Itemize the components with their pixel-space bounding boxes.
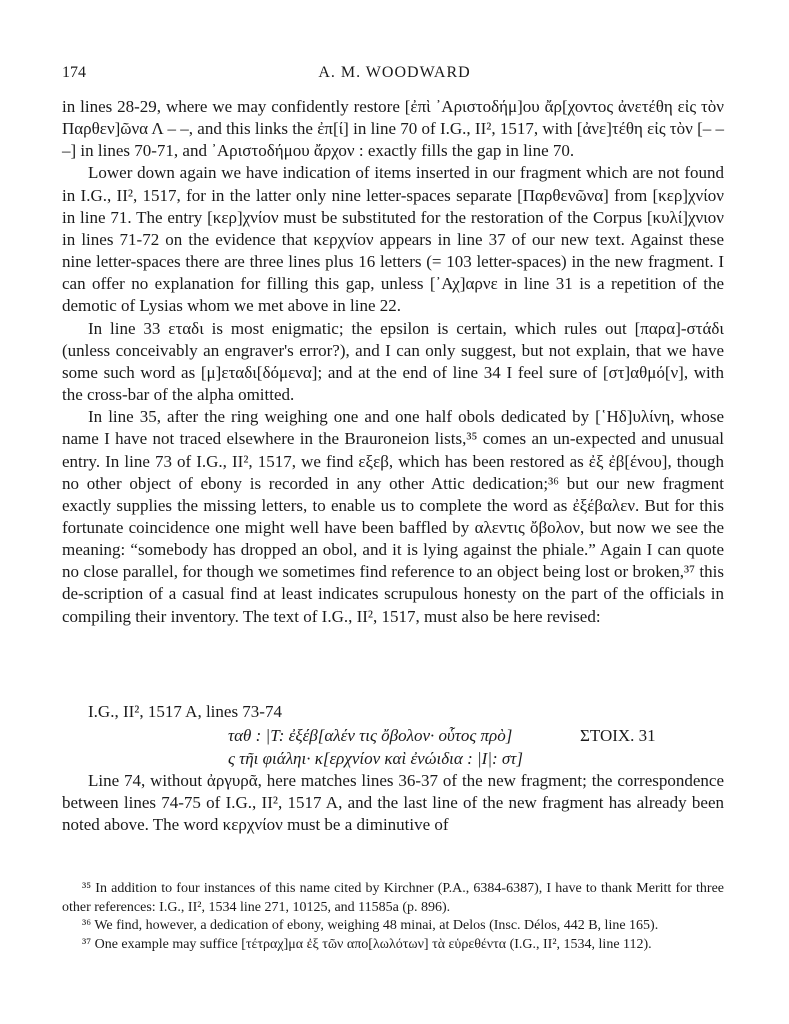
footnote: ³⁷ One example may suffice [τέτραχ]μα ἐξ τῶν απο[λωλότων] τὰ εὑρεθέντα (I.G., II², 1534, line 112). [82,936,652,952]
inscription-line-1: ταθ : |Τ: ἐξέβ[αλέν τις ὄβολον· οὗτος πρὸ] [228,726,513,745]
paragraph: Lower down again we have indication of items inserted in our fragment which are not found in I.G., II², 1517, for in the latter only nine letter-spaces separate [Παρθενῶνα] from [κερ]χνίον in line 71. The entry [κερ]χνίον must be substituted for the restoration of the Corpus [κυλί]χνιον in lines 71-72 on the evidence that κερχνίον appears in line 37 of our new text. Against these nine letter-spaces there are three lines plus 16 letters (= 103 letter-spaces) in the new fragment. I can offer no explanation for filling this gap, unless [᾿Αχ]αρνε in line 31 is a repetition of the demotic of Lysias whom we met above in line 22. [62,163,724,316]
inscription-line-2: ς τῆι φιάληι· κ[ερχνίον καὶ ἐνώιδια : |Ι|: στ] [228,749,523,768]
paragraph: In line 35, after the ring weighing one and one half obols dedicated by [῾Ηδ]υλίνη, whose name I have not traced elsewhere in the Brauroneion lists,³⁵ comes an un-expected and unusual entry. In line 73 of I.G., II², 1517, we find εξεβ, which has been restored as ἐξ ἐβ[ένου], though no other object of ebony is recorded in any other Attic dedication;³⁶ but our new fragment exactly supplies the missing letters, to enable us to complete the word as ἐξέβαλεν. But for this fortunate coincidence one might well have been baffled by αλεντις ὄβολον, but now we see the meaning: “somebody has dropped an obol, and it is lying against the phiale.” Again I can quote no close parallel, for though we sometimes find reference to an object being lost or broken,³⁷ this de-scription of a casual find at least indicates scrupulous honesty on the part of the officials in compiling their inventory. The text of I.G., II², 1517, must also be here revised: [62,407,724,626]
running-header [62,64,727,86]
footnotes [62,880,724,954]
main-text [62,96,724,628]
footnote: ³⁵ In addition to four instances of this name cited by Kirchner (P.A., 6384-6387), I have to thank Meritt for three other references: I.G., II², 1534 line 271, 10125, and 11585a (p. 896). [62,881,724,915]
stoichedon-count: ΣΤΟΙΧ. 31 [580,726,656,745]
closing-text [62,770,724,836]
paragraph: in lines 28-29, where we may confidently restore [ἐπὶ ᾿Αριστοδήμ]ου ἄρ[χοντος ἀνετέθη εἰς τὸν Παρθεν]ῶνα Λ – –, and this links the ἐπ[ί] in line 70 of I.G., II², 1517, with [ἀνε]τέθη εἰς τὸν [– – –] in lines 70-71, and ᾿Αριστοδήμου ἄρχον : exactly fills the gap in line 70. [62,97,724,161]
page-number: 174 [62,64,86,81]
running-head-author: A. M. WOODWARD [318,64,471,81]
footnote: ³⁶ We find, however, a dedication of ebony, weighing 48 minai, at Delos (Insc. Délos, 442 B, line 165). [82,918,659,934]
paragraph: In line 33 εταδι is most enigmatic; the epsilon is certain, which rules out [παρα]-στάδι (unless conceivably an engraver's error?), and I can only suggest, but not explain, that we have some such word as [μ]εταδι[δόμενα]; and at the end of line 34 I feel sure of [στ]αθμό[ν], with the cross-bar of the alpha omitted. [62,318,724,405]
paragraph: Line 74, without ἀργυρᾶ, here matches lines 36-37 of the new fragment; the correspondence between lines 74-75 of I.G., II², 1517 A, and the last line of the new fragment has already been noted above. The word κερχνίον must be a diminutive of [62,771,724,835]
inscription-title: I.G., II², 1517 A, lines 73-74 [88,702,282,721]
